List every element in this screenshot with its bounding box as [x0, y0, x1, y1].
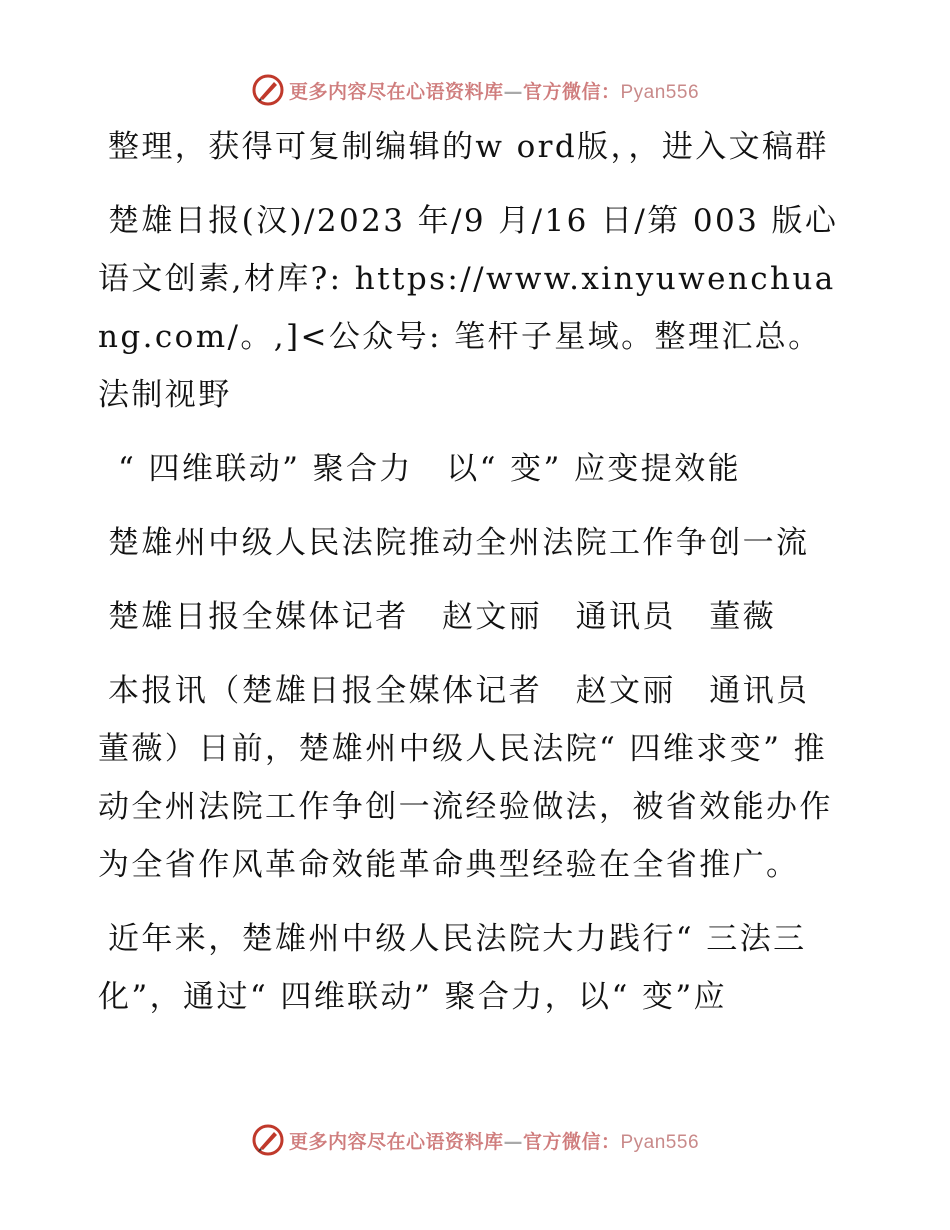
- paragraph-lead: [98, 662, 854, 894]
- watermark-brand: 更多内容尽在心语资料库: [288, 1130, 504, 1153]
- watermark-wechat-label: 官方微信：: [522, 1130, 621, 1153]
- watermark-text: [289, 77, 699, 104]
- paragraph-text: 楚雄日报(汉)/2023 年/9 月/16 日/第 003 版心语文创素,材库?: https://www.xinyuwenchuang.com/。,]<公众号: 笔杆子星域。整理汇总。法制视野: [98, 203, 839, 413]
- watermark-dash: —: [503, 1130, 523, 1153]
- article-byline: [98, 588, 854, 646]
- quill-pen-icon: [251, 1123, 285, 1157]
- watermark-wechat-id: Pyan556: [620, 81, 700, 103]
- footer-watermark: [0, 1120, 950, 1160]
- paragraph-text: 本报讯（楚雄日报全媒体记者 赵文丽 通讯员 董薇）日前，楚雄州中级人民法院“ 四维求变” 推动全州法院工作争创一流经验做法，被省效能办作为全省作风革命效能革命典型经验在全省推广。: [98, 673, 843, 883]
- paragraph-text: 楚雄日报全媒体记者 赵文丽 通讯员 董薇: [108, 599, 776, 635]
- paragraph-text: 楚雄州中级人民法院推动全州法院工作争创一流: [108, 525, 810, 561]
- paragraph-body: [98, 910, 854, 1026]
- quill-pen-icon: [251, 73, 285, 107]
- paragraph-text: 近年来，楚雄州中级人民法院大力践行“ 三法三化”，通过“ 四维联动” 聚合力，以“ 变”应: [98, 921, 807, 1015]
- watermark-text: [289, 1127, 699, 1154]
- watermark-brand: 更多内容尽在心语资料库: [288, 80, 504, 103]
- watermark-dash: —: [503, 80, 523, 103]
- article-subheadline: [98, 514, 854, 572]
- article-headline: [98, 440, 854, 498]
- watermark-wechat-label: 官方微信：: [522, 80, 621, 103]
- paragraph-text: 整理，获得可复制编辑的w ord版，，进入文稿群: [108, 129, 829, 165]
- watermark-wechat-id: Pyan556: [620, 1131, 700, 1153]
- paragraph-source: [98, 192, 854, 424]
- document-body: [98, 118, 854, 1042]
- header-watermark: [0, 70, 950, 110]
- paragraph-text: “ 四维联动” 聚合力 以“ 变” 应变提效能: [118, 451, 742, 487]
- paragraph-intro: [98, 118, 854, 176]
